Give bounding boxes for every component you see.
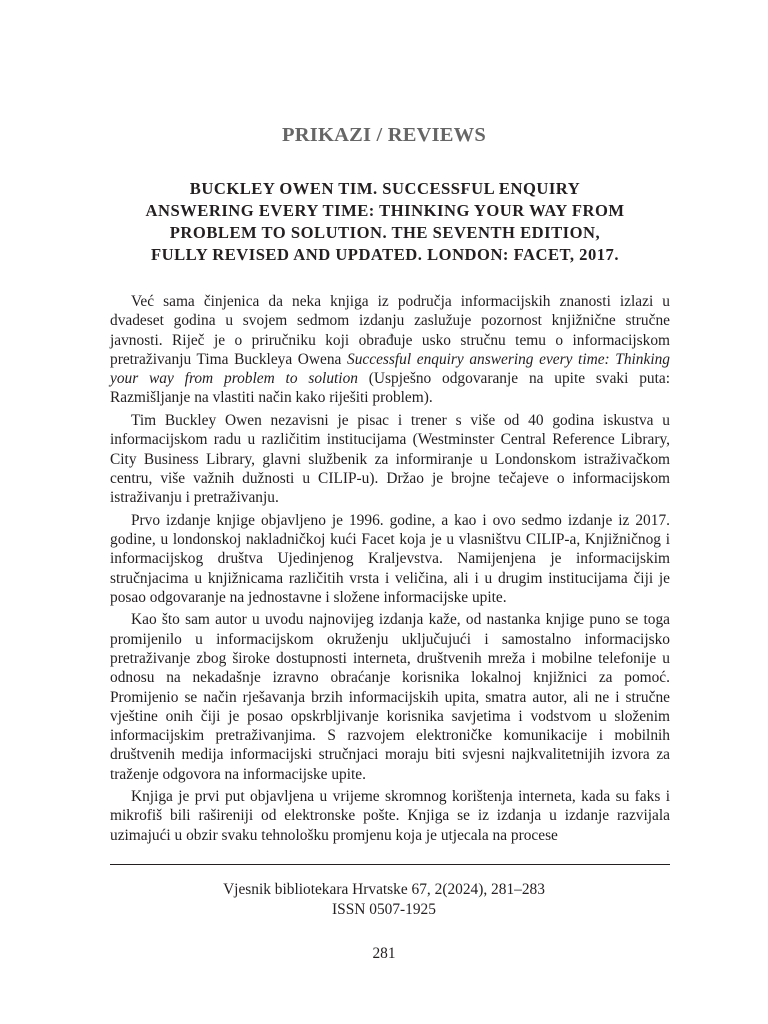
article-title xyxy=(100,178,670,266)
journal-citation xyxy=(0,880,768,919)
issn: ISSN 0507-1925 xyxy=(332,900,436,918)
paragraph-first-edition: Prvo izdanje knjige objavljeno je 1996. godine, a kao i ovo sedmo izdanje iz 2017. godine, u londonskoj nakladničkoj kući Facet koja je u vlasništvu CILIP-a, Knjižničnog i informacijskog društva Ujedinjenog Kraljevstva. Namijenjena je informacijskim stručnjacima u knjižnicama različitih vrsta i veličina, ali i u drugim institucijama čiji je posao odgovaranje na jednostavne i složene informacijske upite. xyxy=(110,511,670,606)
paragraph-author-bio: Tim Buckley Owen nezavisni je pisac i trener s više od 40 godina iskustva u informacijskom radu u različitim institucijama (Westminster Central Reference Library, City Business Library, glavni službenik za informiranje u Londonskom istraživačkom centru, više važnih dužnosti u CILIP-u). Držao je brojne tečajeve o informacijskom istraživanju i pretraživanju. xyxy=(110,411,670,507)
article-title-line: ANSWERING EVERY TIME: THINKING YOUR WAY FROM xyxy=(145,201,625,220)
paragraph-text: Već sama činjenica da neka knjiga iz područja informacijskih znanosti izlazi u dvadeset godina u svojem sedmom izdanju zaslužuje pozornost knjižnične stručne javnosti. Riječ je o priručniku koji obrađuje usko stručnu temu o informacijskom pretraživanju Tima Buckleya Owena xyxy=(110,293,670,368)
journal-reference: Vjesnik bibliotekara Hrvatske 67, 2(2024), 281–283 xyxy=(223,881,545,898)
page-number: 281 xyxy=(372,945,396,962)
article-title-line: PROBLEM TO SOLUTION. THE SEVENTH EDITION, xyxy=(169,223,601,242)
paragraph-changes: Kao što sam autor u uvodu najnovijeg izdanja kaže, od nastanka knjige puno se toga promijenilo u informacijskom okruženju uključujući i samostalno informacijsko pretraživanje zbog široke dostupnosti interneta, društvenih mreža i mobilne telefonije u odnosu na nekadašnje izravno obraćanje korisnika lokalnoj knjižnici za pomoć. Promijenio se način rješavanja brzih informacijskih upita, smatra autor, ali ne i stručne vještine onih čiji je posao opskrbljivanje korisnika savjetima i vodstvom u složenim informacijskim pretraživanjima. S razvojem elektroničke komunikacije i mobilnih društvenih medija informacijski stručnjaci moraju biti svjesni najkvalitetnijih izvora za traženje odgovora na informacijske upite. xyxy=(110,611,670,783)
section-title: PRIKAZI / REVIEWS xyxy=(282,124,486,146)
article-title-line: FULLY REVISED AND UPDATED. LONDON: FACET, 2017. xyxy=(150,245,620,264)
article-title-line: BUCKLEY OWEN TIM. SUCCESSFUL ENQUIRY xyxy=(189,179,581,198)
article-body xyxy=(110,292,670,845)
paragraph-text: (Uspješno odgovaranje na upite svaki puta: Razmišljanje na vlastiti način kako riješiti problem). xyxy=(110,370,670,407)
book-title-italic: Successful enquiry answering every time: Thinking your way from problem to solution xyxy=(110,350,670,388)
footer-divider xyxy=(110,864,670,865)
paragraph-intro xyxy=(110,292,670,408)
paragraph-history: Knjiga je prvi put objavljena u vrijeme skromnog korištenja interneta, kada su faks i mikrofiš bili rašireniji od elektronske pošte. Knjiga se iz izdanja u izdanje razvijala uzimajući u obzir svaku tehnološku promjenu koja je utjecala na procese xyxy=(110,788,670,844)
